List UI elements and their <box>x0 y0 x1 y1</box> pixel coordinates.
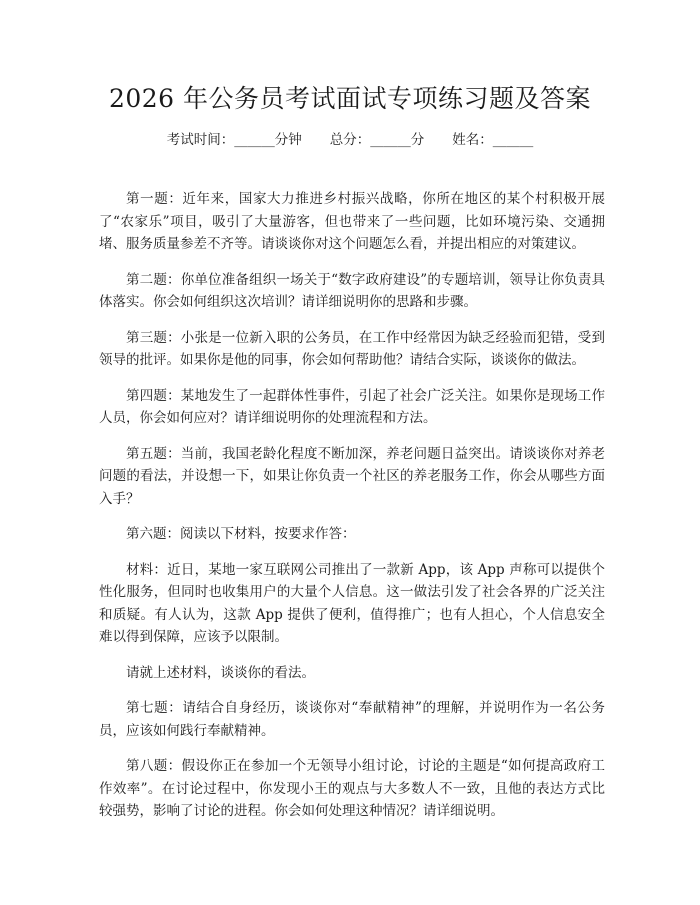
exam-time-field: 考试时间：______分钟 <box>166 132 302 148</box>
question-1: 第一题：近年来，国家大力推进乡村振兴战略，你所在地区的某个村积极开展了“农家乐”项目，吸引了大量游客，但也带来了一些问题，比如环境污染、交通拥堵、服务质量参差不齐等。请谈谈你对这个问题怎么看，并提出相应的对策建议。 <box>99 191 605 252</box>
name-field: 姓名：______ <box>452 132 534 148</box>
question-6-material: 材料：近日，某地一家互联网公司推出了一款新 App，该 App 声称可以提供个性化服务，但同时也收集用户的大量个人信息。这一做法引发了社会各界的广泛关注和质疑。有人认为，这款 App 提供了便利，值得推广；也有人担心，个人信息安全难以得到保障，应该予以限制。 <box>99 561 605 645</box>
question-5: 第五题：当前，我国老龄化程度不断加深，养老问题日益突出。请谈谈你对养老问题的看法，并设想一下，如果让你负责一个社区的养老服务工作，你会从哪些方面入手？ <box>99 445 605 507</box>
question-6: 第六题：阅读以下材料，按要求作答： <box>126 526 356 542</box>
question-8: 第八题：假设你正在参加一个无领导小组讨论，讨论的主题是“如何提高政府工作效率”。在讨论过程中，你发现小王的观点与大多数人不一致，且他的表达方式比较强势，影响了讨论的进程。你会如何处理这种情况？请详细说明。 <box>99 758 605 819</box>
question-7: 第七题：请结合自身经历，谈谈你对“奉献精神”的理解，并说明作为一名公务员，应该如何践行奉献精神。 <box>99 700 605 739</box>
question-6-prompt: 请就上述材料，谈谈你的看法。 <box>126 664 315 681</box>
document-title: 2026 年公务员考试面试专项练习题及答案 <box>108 84 592 113</box>
document-body <box>99 188 605 836</box>
total-score-field: 总分：______分 <box>329 132 425 148</box>
question-3: 第三题：小张是一位新入职的公务员，在工作中经常因为缺乏经验而犯错，受到领导的批评。如果你是他的同事，你会如何帮助他？请结合实际，谈谈你的做法。 <box>99 329 605 368</box>
question-4: 第四题：某地发生了一起群体性事件，引起了社会广泛关注。如果你是现场工作人员，你会如何应对？请详细说明你的处理流程和方法。 <box>99 387 605 426</box>
question-2: 第二题：你单位准备组织一场关于“数字政府建设”的专题培训，领导让你负责具体落实。你会如何组织这次培训？请详细说明你的思路和步骤。 <box>99 271 605 310</box>
exam-info-line <box>0 130 700 150</box>
